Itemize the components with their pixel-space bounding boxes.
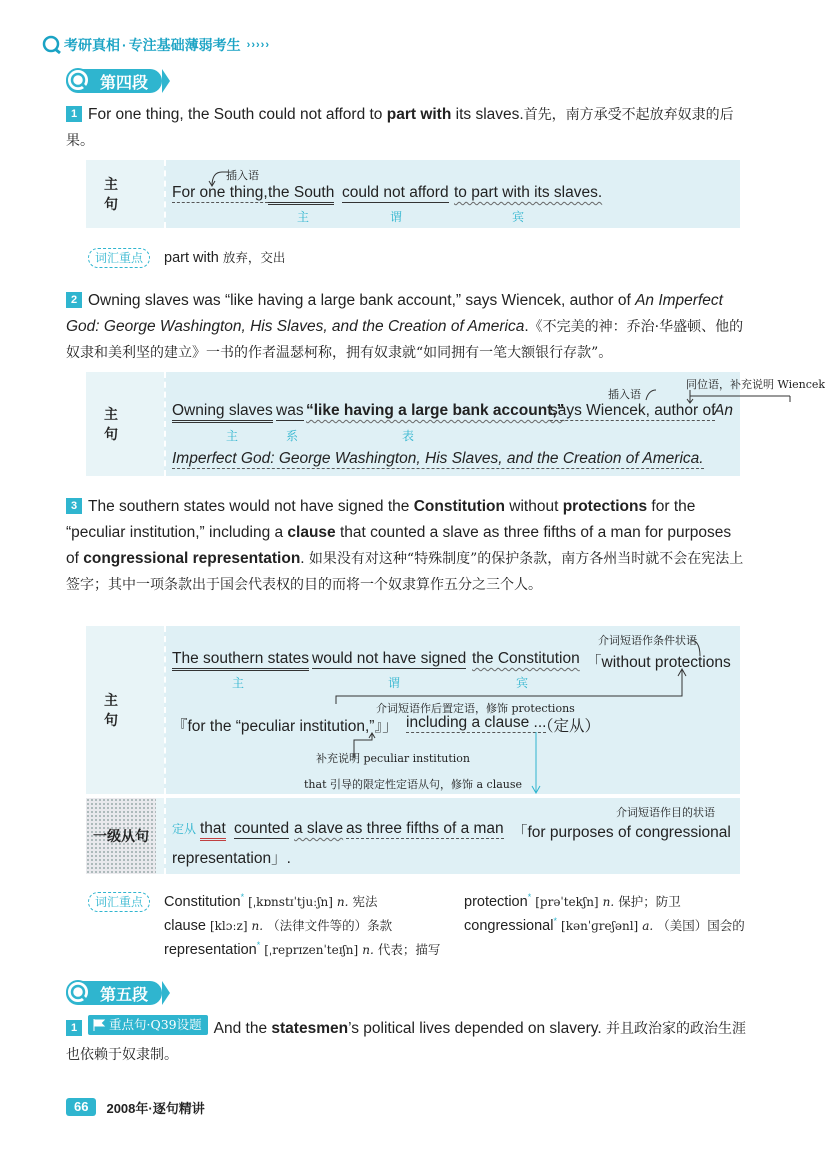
role-subject: 主 xyxy=(226,429,239,443)
section-magnifier-icon xyxy=(64,979,94,1007)
segment-subject: Owning slaves xyxy=(172,402,273,423)
sentence-number: 1 xyxy=(66,106,82,122)
role-link: 系 xyxy=(286,429,299,443)
sentence-text: for the “peculiar institution,” including a xyxy=(66,498,696,541)
sentence-text: The southern states would not have signed the xyxy=(88,498,414,515)
keyword: Constitution xyxy=(413,498,505,515)
sentence-text: For one thing, the South could not afford to xyxy=(88,106,387,123)
vocab-meaning: （美国）国会的 xyxy=(657,918,745,933)
star-icon: * xyxy=(256,940,261,950)
vocab-phonetic: [ˌreprɪzenˈteɪʃn] xyxy=(264,943,359,957)
vocab-phonetic: [klɔːz] xyxy=(209,919,248,933)
segment-object: to part with its slaves. xyxy=(454,184,603,201)
vocab-pos: n. xyxy=(362,943,374,957)
segment-title: Imperfect God: George Washington, His Slaves, and the Creation of America. xyxy=(172,450,704,467)
vocab-entry xyxy=(164,892,378,910)
box-label: 主 句 xyxy=(104,407,136,443)
analysis-box-1 xyxy=(86,160,740,228)
keyword: clause xyxy=(287,524,336,541)
sentence-text: . xyxy=(300,550,309,567)
vocab-pos: n. xyxy=(336,895,349,909)
vocab-entry xyxy=(164,916,392,934)
translation: 如果没有对这种“特殊制度”的保护条款，南方各州当时就不会在宪法上签字；其中一项条款出于国会代表权的目的而将一个奴隶算作五分之三个人。 xyxy=(66,551,744,593)
segment-for-phrase: 『for the “peculiar institution,”』」 xyxy=(172,718,398,735)
vocab-phonetic: [ˌkɒnstɪˈtjuːʃn] xyxy=(248,895,333,909)
segment-predicative: “like having a large bank account,” xyxy=(306,402,565,419)
role-predicate: 谓 xyxy=(390,210,403,224)
sentence-text: ’s political lives depended on slavery. xyxy=(348,1020,602,1037)
clause-object: a slave xyxy=(294,820,344,837)
insert-arrow xyxy=(644,388,658,402)
sentence-3 xyxy=(66,494,746,598)
annotation-insert: 插入语 xyxy=(226,169,259,182)
analysis-box-2 xyxy=(86,372,825,476)
analysis-box-3 xyxy=(86,626,740,794)
that-clause-arrow xyxy=(528,730,544,796)
page-header xyxy=(42,34,270,56)
vocab-phonetic: [prəˈtekʃn] xyxy=(535,895,599,909)
segment-condition: 「without protections xyxy=(586,654,731,671)
key-sentence-label: 重点句·Q39设题 xyxy=(109,1017,202,1032)
vocab-word: protection xyxy=(464,894,528,910)
header-slogan: 专注基础薄弱考生 xyxy=(128,37,241,53)
segment-predicate: could not afford xyxy=(342,184,449,201)
vocab-word: Constitution xyxy=(164,894,241,910)
segment-including: including a clause ... xyxy=(406,714,547,731)
vocab-entry xyxy=(164,248,285,266)
vocab-word: part with xyxy=(164,250,219,266)
box-label: 主 句 xyxy=(104,177,136,213)
vocab-entry xyxy=(464,916,745,934)
key-sentence-tag xyxy=(88,1015,208,1035)
subclause-label: 一级从句 xyxy=(86,798,156,874)
page-number: 66 xyxy=(66,1098,96,1116)
segment-insert: says Wiencek, author of xyxy=(550,402,716,419)
section-heading-4 xyxy=(66,68,162,94)
vocab-tag-3: 词汇重点 xyxy=(88,892,150,912)
annotation-appositive: 同位语，补充说明 Wiencek xyxy=(686,378,825,391)
clause-tag: 定从 xyxy=(172,822,197,836)
annotation-insert: 插入语 xyxy=(608,388,641,401)
vocab-meaning: 放弃，交出 xyxy=(222,250,286,265)
book-title: An Imperfect God: George Washington, His Slaves, and the Creation of America xyxy=(66,292,723,335)
sentence-5-1 xyxy=(66,1016,746,1068)
vocab-pos: n. xyxy=(602,895,615,909)
annotation-that-clause: that 引导的限定性定语从句，修饰 a clause xyxy=(304,778,523,791)
vocab-word: clause xyxy=(164,918,206,934)
clause-purpose-end: representation」. xyxy=(172,850,291,867)
sentence-text: without xyxy=(504,498,563,515)
keyword: statesmen xyxy=(271,1020,349,1037)
magnifier-logo-icon xyxy=(42,35,64,55)
brand-name: 考研真相 xyxy=(64,37,120,53)
page-footer xyxy=(66,1098,205,1116)
annotation-postattr: 介词短语作后置定语，修饰 protections xyxy=(376,702,575,715)
sentence-text: its slaves. xyxy=(451,106,524,123)
star-icon: * xyxy=(553,916,557,926)
section-title: 第四段 xyxy=(100,74,149,92)
role-subject: 主 xyxy=(232,676,245,690)
segment-object: the Constitution xyxy=(472,650,580,667)
vocab-phonetic: [kənˈɡreʃənl] xyxy=(561,919,639,933)
box-label: 主 句 xyxy=(104,693,136,729)
vocab-pos: n. xyxy=(251,919,264,933)
vocab-meaning: （法律文件等的）条款 xyxy=(267,918,393,933)
role-predicate: 谓 xyxy=(388,676,401,690)
vocab-pos: a. xyxy=(642,919,654,933)
star-icon: * xyxy=(527,892,532,902)
section-heading-5 xyxy=(66,980,162,1006)
translation: 《不完美的神：乔治·华盛顿、他的奴隶和美利坚的建立》一书的作者温瑟柯称，拥有奴隶就“如同拥有一笔大额银行存款”。 xyxy=(66,319,744,361)
sentence-text: that counted a slave as three fifths of a man for purposes of xyxy=(66,524,732,567)
vocab-meaning: 代表；描写 xyxy=(377,942,441,957)
segment-insert: For one thing, xyxy=(172,184,268,201)
header-dot: · xyxy=(122,37,127,53)
footer-title: 2008年·逐句精讲 xyxy=(106,1100,205,1116)
sentence-text: Owning slaves was “like having a large bank account,” says Wiencek, author of xyxy=(88,292,636,309)
sentence-text: . xyxy=(524,318,529,335)
segment-predicate: would not have signed xyxy=(312,650,467,667)
section-magnifier-icon xyxy=(64,67,94,95)
role-predicative: 表 xyxy=(402,429,415,443)
header-arrows: ››››› xyxy=(246,39,270,51)
clause-purpose: 「for purposes of congressional xyxy=(512,824,731,841)
sentence-number: 1 xyxy=(66,1020,82,1036)
translation: 首先，南方承受不起放弃奴隶的后果。 xyxy=(66,107,734,149)
role-object: 宾 xyxy=(516,676,529,690)
sentence-number: 2 xyxy=(66,292,82,308)
vocab-entry xyxy=(464,892,681,910)
vocab-entry xyxy=(164,940,440,958)
role-object: 宾 xyxy=(512,210,525,224)
vocab-meaning: 宪法 xyxy=(352,894,378,909)
sentence-text: And the xyxy=(213,1020,272,1037)
sentence-2 xyxy=(66,288,746,366)
vocab-meaning: 保护；防卫 xyxy=(618,894,681,909)
section-title: 第五段 xyxy=(100,986,149,1004)
segment-clause-tag: （定从） xyxy=(538,717,601,735)
segment-subject: The southern states xyxy=(172,650,309,671)
vocab-tag-1: 词汇重点 xyxy=(88,248,150,268)
vocab-word: representation xyxy=(164,942,257,958)
translation: 并且政治家的政治生涯也依赖于奴隶制。 xyxy=(66,1021,746,1063)
clause-verb: counted xyxy=(234,820,290,837)
flag-icon xyxy=(92,1018,106,1032)
keyword: protections xyxy=(562,498,648,515)
clause-that: that xyxy=(200,820,226,841)
sentence-1 xyxy=(66,102,746,154)
keyword: congressional representation xyxy=(83,550,301,567)
annotation-supplement: 补充说明 peculiar institution xyxy=(316,752,470,765)
segment-title-start: An xyxy=(714,402,733,419)
subclause-box xyxy=(86,798,740,874)
star-icon: * xyxy=(240,892,245,902)
keyword: part with xyxy=(386,106,452,123)
segment-link-verb: was xyxy=(276,402,304,419)
annotation-purpose: 介词短语作目的状语 xyxy=(616,806,715,819)
annotation-condition: 介词短语作条件状语 xyxy=(598,634,697,647)
vocab-word: congressional xyxy=(464,918,554,934)
segment-subject: the South xyxy=(268,184,334,205)
sentence-number: 3 xyxy=(66,498,82,514)
clause-complement: as three fifths of a man xyxy=(346,820,504,837)
role-subject: 主 xyxy=(297,210,310,224)
